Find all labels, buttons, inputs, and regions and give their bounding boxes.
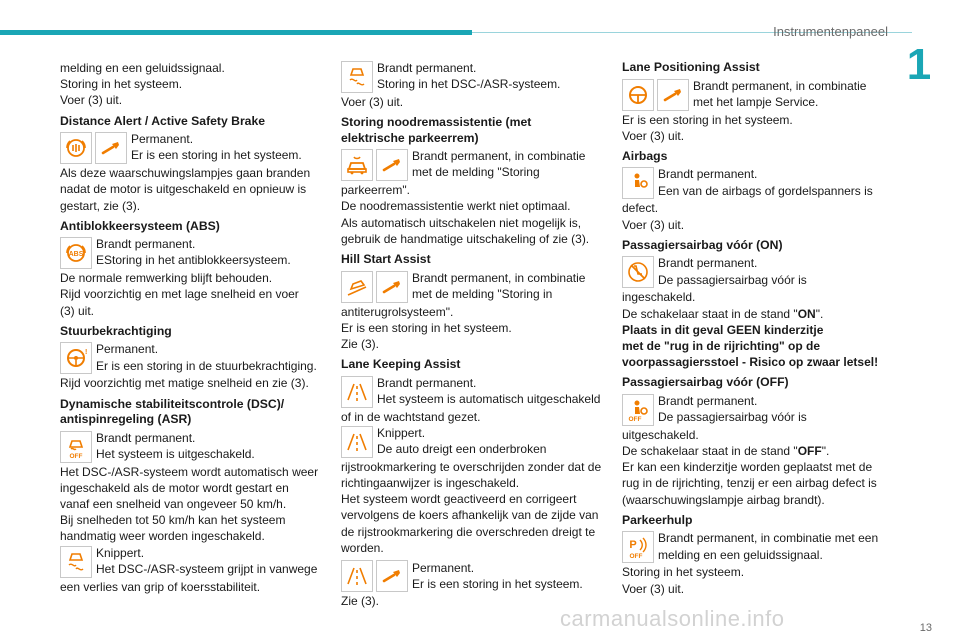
text-line: Het systeem is uitgeschakeld. <box>96 446 255 461</box>
off-label: OFF <box>629 553 643 560</box>
text-line: melding en een geluidssignaal. <box>60 61 225 75</box>
switch-text: De schakelaar staat in de stand " <box>622 444 798 459</box>
column-2 <box>341 60 603 609</box>
text-line: Het systeem wordt geactiveerd en corrigeert <box>341 492 577 507</box>
text-line: Voer (3) uit. <box>622 581 685 596</box>
switch-position-line <box>622 443 890 459</box>
text-line: Als deze waarschuwingslampjes gaan branden <box>60 166 311 181</box>
wrench-icon <box>376 149 408 181</box>
switch-text: De schakelaar staat in de stand " <box>622 306 798 321</box>
switch-text-end: ". <box>815 306 824 321</box>
hill-start-icon <box>341 271 373 303</box>
svg-text:!: ! <box>85 349 88 357</box>
heading-abs: Antiblokkeersysteem (ABS) <box>60 218 220 233</box>
switch-value: ON <box>797 306 816 321</box>
icon-group <box>622 167 654 199</box>
column-3 <box>622 60 890 597</box>
icon-group <box>60 431 92 463</box>
text-line: Het DSC-/ASR-systeem wordt automatisch weer <box>60 464 319 479</box>
heading-emergency-line2: elektrische parkeerrem) <box>341 130 479 145</box>
text-line: Storing in het systeem. <box>622 565 745 580</box>
text-line: Als automatisch uitschakelen niet mogelijk is, <box>341 215 582 230</box>
heading-emergency-line1: Storing noodremassistentie (met <box>341 115 532 130</box>
text-line: vervolgens de koers afhankelijk van de zijde van <box>341 508 599 523</box>
text-line: Er is een storing in het systeem. <box>341 320 512 335</box>
lane-keeping-icon <box>341 376 373 408</box>
text-line: met de melding "Storing in <box>412 286 553 301</box>
heading-passenger-airbag-off: Passagiersairbag vóór (OFF) <box>622 375 789 390</box>
svg-text:ABS: ABS <box>68 251 84 259</box>
heading-emergency-brake <box>341 115 603 146</box>
text-line: Voer (3) uit. <box>60 93 123 108</box>
header-accent-bar <box>0 30 472 35</box>
text-line: Brandt permanent. <box>96 237 196 252</box>
warning-line: Plaats in dit geval GEEN kinderzitje <box>622 322 824 337</box>
icon-group <box>622 256 654 288</box>
text-line: Brandt permanent. <box>377 375 477 390</box>
text-line: Storing in het DSC-/ASR-systeem. <box>377 77 561 92</box>
text-line: Brandt permanent, in combinatie <box>412 270 586 285</box>
icon-group <box>60 237 92 269</box>
column-1 <box>60 60 322 595</box>
text-line: Rijd voorzichtig met matige snelheid en zie (3). <box>60 376 309 391</box>
icon-group <box>622 79 689 111</box>
dsc-off-icon <box>60 431 92 463</box>
text-line: Er is een storing in het systeem. <box>622 112 793 127</box>
icon-group <box>341 61 373 93</box>
switch-text-end: ". <box>821 444 830 459</box>
heading-dsc <box>60 397 322 428</box>
heading-distance-alert: Distance Alert / Active Safety Brake <box>60 113 266 128</box>
text-line: (3) uit. <box>60 303 95 318</box>
icon-group <box>341 426 373 458</box>
lane-keeping-icon <box>341 426 373 458</box>
wrench-icon <box>376 560 408 592</box>
text-line: parkeerrem". <box>341 183 410 198</box>
lane-keeping-icon <box>341 560 373 592</box>
text-line: De auto dreigt een onderbroken <box>377 442 547 457</box>
heading-passenger-airbag-on: Passagiersairbag vóór (ON) <box>622 237 783 252</box>
text-line: uitgeschakeld. <box>622 427 699 442</box>
text-line: gestart, zie (3). <box>60 198 141 213</box>
text-line: antiterugrolsysteem". <box>341 304 454 319</box>
dsc-icon <box>60 546 92 578</box>
icon-group <box>341 271 408 303</box>
page-number: 13 <box>919 622 932 634</box>
text-line: Brandt permanent. <box>658 167 758 182</box>
airbag-icon <box>622 167 654 199</box>
off-label: OFF <box>69 452 83 459</box>
text-line: Het DSC-/ASR-systeem grijpt in vanwege <box>96 561 318 576</box>
text-line: de rijstrookmarkering die overschreden dreigt te <box>341 524 596 539</box>
heading-hill-start: Hill Start Assist <box>341 252 431 267</box>
switch-position-line <box>622 306 890 322</box>
text-line: met het lampje Service. <box>693 94 819 109</box>
icon-group <box>622 531 654 563</box>
text-line: worden. <box>341 540 384 555</box>
text-line: De passagiersairbag vóór is <box>658 410 807 425</box>
text-line: Voer (3) uit. <box>622 128 685 143</box>
svg-text:P: P <box>629 539 637 552</box>
text-line: Er is een storing in het systeem. <box>131 148 302 163</box>
watermark: carmanualsonline.info <box>560 606 785 631</box>
text-line: EStoring in het antiblokkeersysteem. <box>96 253 291 268</box>
text-line: Permanent. <box>412 561 475 576</box>
text-line: (waarschuwingslampje airbag brandt). <box>622 492 825 507</box>
text-line: gebruik de handmatige uitschakeling of zie (3). <box>341 231 590 246</box>
distance-alert-icon <box>60 132 92 164</box>
text-line: Brandt permanent, in combinatie <box>693 78 867 93</box>
text-line: Het systeem is automatisch uitgeschakeld <box>377 391 601 406</box>
icon-group <box>341 560 408 592</box>
text-line: rijstrookmarkering te overschrijden zonder dat de <box>341 459 602 474</box>
text-line: Brandt permanent. <box>377 61 477 75</box>
text-line: Voer (3) uit. <box>341 95 404 109</box>
switch-value: OFF <box>797 444 822 459</box>
text-line: Er is een storing in de stuurbekrachtiging. <box>96 358 317 373</box>
text-line: defect. <box>622 201 659 216</box>
heading-park-assist: Parkeerhulp <box>622 512 693 527</box>
text-line: rug in de rijrichting, tenzij er een airbag defect is <box>622 476 877 491</box>
text-line: met de melding "Storing <box>412 165 540 180</box>
passenger-airbag-off-icon <box>622 394 654 426</box>
passenger-airbag-on-icon <box>622 256 654 288</box>
text-line: Knippert. <box>377 425 426 440</box>
text-line: ingeschakeld. <box>622 290 696 305</box>
text-line: Brandt permanent. <box>96 430 196 445</box>
text-line: een verlies van grip of koersstabiliteit. <box>60 579 261 594</box>
wrench-icon <box>376 271 408 303</box>
icon-group <box>60 132 127 164</box>
heading-lane-positioning: Lane Positioning Assist <box>622 60 760 74</box>
section-title: Instrumentenpaneel <box>773 24 888 39</box>
off-label: OFF <box>628 415 642 422</box>
text-line: Een van de airbags of gordelspanners is <box>658 183 873 198</box>
heading-steering: Stuurbekrachtiging <box>60 323 172 338</box>
heading-airbags: Airbags <box>622 148 668 163</box>
lane-positioning-icon <box>622 79 654 111</box>
icon-group <box>60 342 92 374</box>
brake-assist-icon <box>341 149 373 181</box>
park-assist-icon <box>622 531 654 563</box>
text-line: De passagiersairbag vóór is <box>658 272 807 287</box>
text-line: Brandt permanent. <box>658 256 758 271</box>
text-line: Voer (3) uit. <box>622 217 685 232</box>
icon-group <box>60 546 92 578</box>
wrench-icon <box>657 79 689 111</box>
text-line: De noodremassistentie werkt niet optimaal. <box>341 199 571 214</box>
steering-wheel-icon <box>60 342 92 374</box>
text-line: Permanent. <box>96 342 159 357</box>
chapter-number: 1 <box>906 40 932 89</box>
warning-line: met de "rug in de rijrichting" op de <box>622 338 821 353</box>
text-line: Rijd voorzichtig en met lage snelheid en voer <box>60 287 299 302</box>
text-line: Storing in het systeem. <box>60 77 183 92</box>
icon-group <box>341 149 408 181</box>
dsc-icon <box>341 61 373 93</box>
text-line: handmatig weer worden ingeschakeld. <box>60 529 265 544</box>
text-line: Zie (3). <box>341 336 380 351</box>
text-line: Er kan een kinderzitje worden geplaatst met de <box>622 460 873 475</box>
text-line: Er is een storing in het systeem. <box>412 577 583 592</box>
text-line: Brandt permanent, in combinatie <box>412 149 586 164</box>
text-line: vanaf een snelheid van ongeveer 50 km/h. <box>60 496 287 511</box>
text-line: Knippert. <box>96 545 145 560</box>
abs-icon <box>60 237 92 269</box>
text-line: Brandt permanent, in combinatie met een <box>658 531 879 546</box>
text-line: Bij snelheden tot 50 km/h kan het systeem <box>60 513 286 528</box>
icon-group <box>341 376 373 408</box>
text-line: richtingaanwijzer is ingeschakeld. <box>341 476 520 491</box>
icon-group <box>622 394 654 426</box>
text-line: of in de wachtstand gezet. <box>341 409 481 424</box>
text-line: Permanent. <box>131 132 194 147</box>
heading-lane-keeping: Lane Keeping Assist <box>341 357 461 372</box>
heading-dsc-line2: antispinregeling (ASR) <box>60 412 192 427</box>
text-line: melding en een geluidssignaal. <box>658 547 823 562</box>
heading-dsc-line1: Dynamische stabiliteitscontrole (DSC)/ <box>60 396 285 411</box>
text-line: ingeschakeld als de motor wordt gestart en <box>60 480 289 495</box>
text-line: Brandt permanent. <box>658 393 758 408</box>
warning-line: voorpassagiersstoel - Risico op zwaar letsel! <box>622 355 879 370</box>
text-line: Zie (3). <box>341 594 380 609</box>
text-line: nadat de motor is uitgeschakeld en opnieuw is <box>60 182 307 197</box>
text-line: De normale remwerking blijft behouden. <box>60 271 273 286</box>
wrench-icon <box>95 132 127 164</box>
